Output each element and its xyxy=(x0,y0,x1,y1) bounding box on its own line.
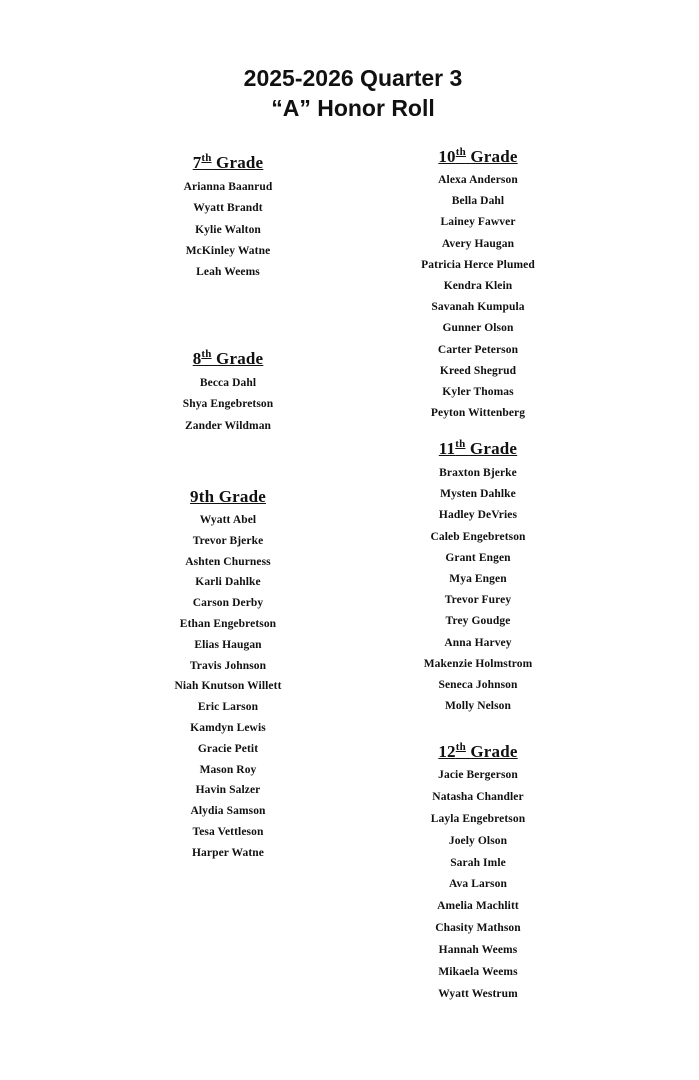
student-name: Savanah Kumpula xyxy=(431,301,525,314)
student-name: Carter Peterson xyxy=(437,343,519,356)
student-name: Wyatt Westrum xyxy=(438,987,518,1000)
grade-7-student-list xyxy=(142,177,314,283)
grade-8-heading: 8th Grade xyxy=(192,348,264,368)
student-name: Hannah Weems xyxy=(438,944,518,957)
student-name: Becca Dahl xyxy=(199,377,257,389)
student-name: Molly Nelson xyxy=(444,700,512,713)
student-name: Peyton Wittenberg xyxy=(430,407,526,420)
student-name: Alydia Samson xyxy=(190,805,266,818)
student-name: Shya Engebretson xyxy=(182,398,274,411)
student-name: Layla Engebretson xyxy=(430,812,526,825)
grade-9-student-list xyxy=(142,510,314,864)
student-name: Alexa Anderson xyxy=(438,174,518,186)
student-name: Trevor Bjerke xyxy=(192,534,264,547)
student-name: Trey Goudge xyxy=(445,615,511,628)
grade-11-section xyxy=(392,439,564,717)
student-name: Kendra Klein xyxy=(443,279,513,292)
student-name: McKinley Watne xyxy=(185,244,271,257)
student-name: Kamdyn Lewis xyxy=(190,721,266,734)
grade-12-heading: 12th Grade xyxy=(438,741,518,761)
student-name: Wyatt Brandt xyxy=(193,202,263,215)
student-name: Grant Engen xyxy=(445,551,511,564)
grade-7-section xyxy=(142,153,314,283)
grade-9-heading: 9th Grade xyxy=(190,487,266,506)
student-name: Kyler Thomas xyxy=(442,385,514,398)
student-name: Ethan Engebretson xyxy=(179,617,277,630)
student-name: Elias Haugan xyxy=(194,638,262,651)
student-name: Leah Weems xyxy=(196,266,260,279)
grade-10-student-list xyxy=(392,170,564,424)
page-title: 2025-2026 Quarter 3 xyxy=(243,65,463,91)
grade-12-section xyxy=(392,742,564,1006)
student-name: Travis Johnson xyxy=(189,659,267,672)
grade-12-student-list xyxy=(392,765,564,1006)
student-name: Carson Derby xyxy=(192,597,264,610)
student-name: Makenzie Holmstrom xyxy=(423,657,533,670)
grade-9-section xyxy=(142,487,314,864)
student-name: Kylie Walton xyxy=(195,223,261,236)
student-name: Sarah Imle xyxy=(450,856,506,869)
student-name: Patricia Herce Plumed xyxy=(421,258,535,271)
student-name: Amelia Machlitt xyxy=(437,900,519,913)
student-name: Seneca Johnson xyxy=(438,678,518,691)
student-name: Ashten Churness xyxy=(185,555,271,568)
student-name: Gunner Olson xyxy=(442,322,514,335)
grade-8-student-list xyxy=(142,373,314,437)
grade-8-section xyxy=(142,349,314,437)
student-name: Mason Roy xyxy=(199,763,257,776)
student-name: Caleb Engebretson xyxy=(430,530,526,543)
student-name: Wyatt Abel xyxy=(199,514,257,526)
student-name: Tesa Vettleson xyxy=(192,825,264,838)
student-name: Arianna Baanrud xyxy=(183,181,273,193)
student-name: Bella Dahl xyxy=(451,195,505,208)
student-name: Avery Haugan xyxy=(441,237,515,250)
student-name: Zander Wildman xyxy=(184,419,272,432)
page-subtitle: “A” Honor Roll xyxy=(271,95,435,121)
student-name: Karli Dahlke xyxy=(195,576,261,589)
student-name: Anna Harvey xyxy=(444,636,512,649)
student-name: Lainey Fawver xyxy=(440,216,516,229)
student-name: Ava Larson xyxy=(449,878,507,891)
student-name: Joely Olson xyxy=(448,834,508,847)
grade-10-section xyxy=(392,147,564,424)
student-name: Mikaela Weems xyxy=(438,966,518,979)
grade-11-student-list xyxy=(392,463,564,717)
student-name: Kreed Shegrud xyxy=(439,364,517,377)
student-name: Natasha Chandler xyxy=(432,790,524,803)
student-name: Chasity Mathson xyxy=(435,922,521,935)
grade-7-heading: 7th Grade xyxy=(192,152,264,172)
student-name: Mysten Dahlke xyxy=(440,488,516,501)
student-name: Niah Knutson Willett xyxy=(174,680,282,693)
student-name: Eric Larson xyxy=(197,701,259,714)
grade-11-heading: 11th Grade xyxy=(438,438,518,458)
student-name: Braxton Bjerke xyxy=(439,467,517,479)
grade-10-heading: 10th Grade xyxy=(438,146,518,166)
student-name: Trevor Furey xyxy=(444,594,512,607)
student-name: Mya Engen xyxy=(449,572,507,585)
student-name: Gracie Petit xyxy=(197,742,259,755)
student-name: Jacie Bergerson xyxy=(438,769,518,781)
student-name: Harper Watne xyxy=(191,846,264,859)
student-name: Havin Salzer xyxy=(195,784,261,797)
student-name: Hadley DeVries xyxy=(438,509,518,522)
